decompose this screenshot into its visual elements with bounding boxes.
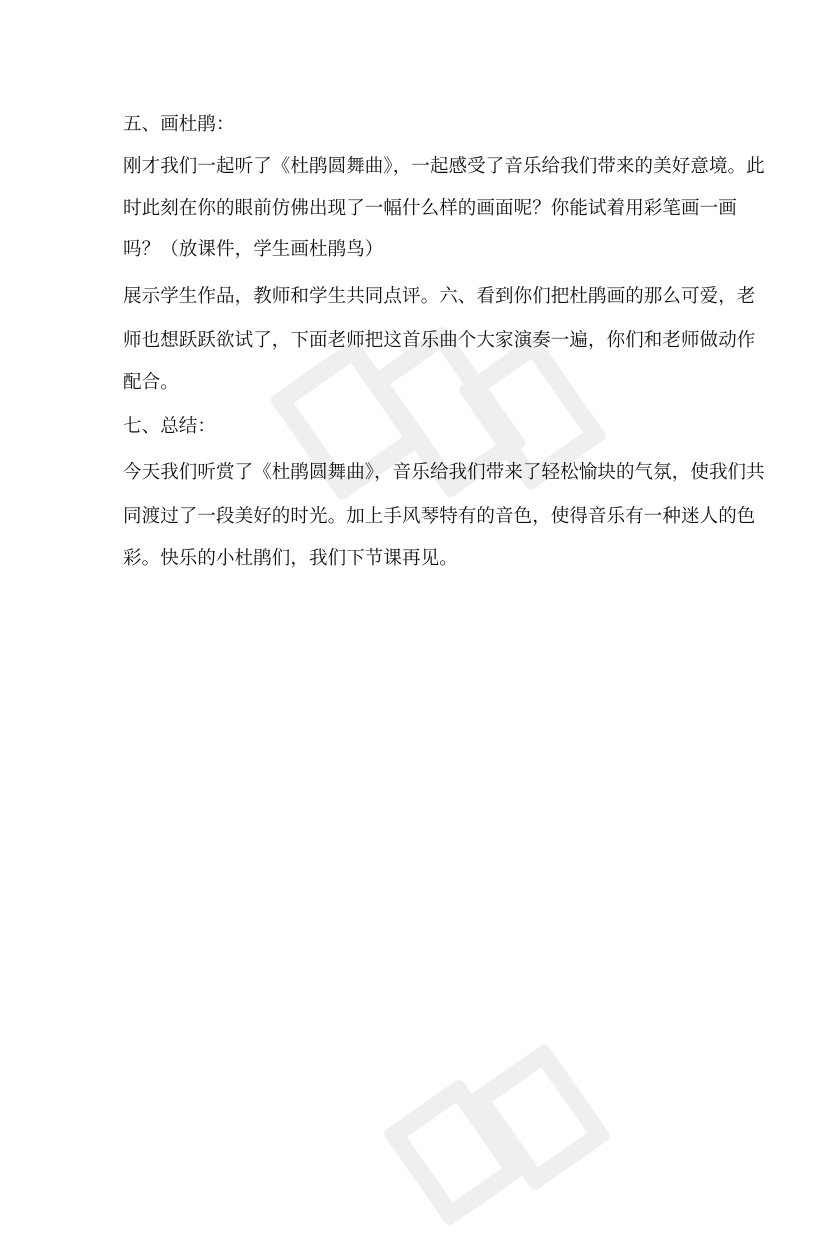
paragraph-line: 展示学生作品，教师和学生共同点评。六、看到你们把杜鹃画的那么可爱，老 [123,286,756,307]
paragraph-line: 师也想跃跃欲试了，下面老师把这首乐曲个大家演奏一遍，你们和老师做动作 [123,330,756,351]
section-heading-5: 五、画杜鹃： [123,114,235,135]
paragraph-line: 今天我们听赏了《杜鹃圆舞曲》，音乐给我们带来了轻松愉块的气氛，使我们共 [123,462,765,483]
paragraph-line: 同渡过了一段美好的时光。加上手风琴特有的音色，使得音乐有一种迷人的色 [123,506,756,527]
paragraph-line: 彩。快乐的小杜鹃们，我们下节课再见。 [123,548,458,569]
paragraph-line: 时此刻在你的眼前仿佛出现了一幅什么样的画面呢？你能试着用彩笔画一画 [123,198,737,219]
paragraph-line: 配合。 [123,372,179,393]
paragraph-line: 刚才我们一起听了《杜鹃圆舞曲》，一起感受了音乐给我们带来的美好意境。此 [123,156,765,177]
watermark-graphic-bottom [360,1010,621,1251]
paragraph-line: 吗？（放课件，学生画杜鹃鸟） [123,239,384,260]
section-heading-7: 七、总结： [123,416,217,437]
